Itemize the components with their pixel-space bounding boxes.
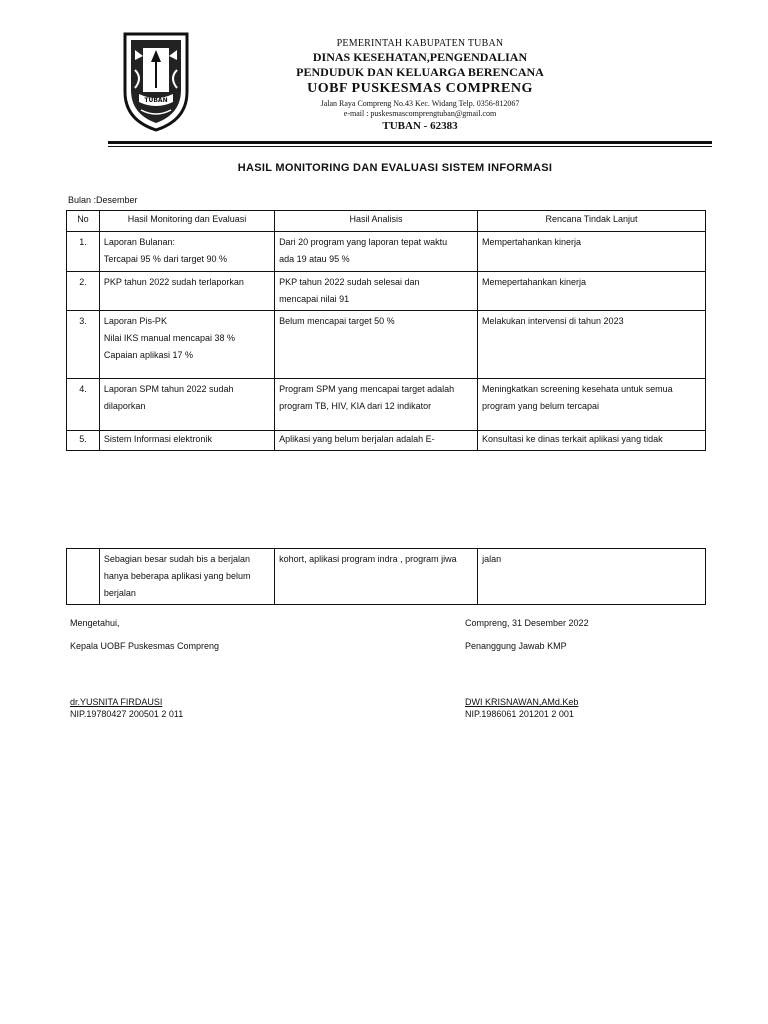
cell-line: Capaian aplikasi 17 % xyxy=(103,350,193,360)
followup-cell xyxy=(478,549,706,605)
cell-line: Tercapai 95 % dari target 90 % xyxy=(103,254,227,264)
cell-line: Laporan Bulanan: xyxy=(103,237,175,247)
tuban-regency-crest-logo xyxy=(121,30,191,132)
evaluation-table-continuation xyxy=(66,548,706,605)
followup-cell xyxy=(477,311,705,379)
monitoring-cell xyxy=(99,549,274,605)
cell-line: Laporan Pis-PK xyxy=(103,316,167,326)
letterhead xyxy=(270,38,570,133)
table-row xyxy=(67,431,706,451)
cell-line: PKP tahun 2022 sudah terlaporkan xyxy=(103,277,244,287)
row-number xyxy=(67,549,100,605)
table-row xyxy=(67,379,706,431)
header-analysis: Hasil Analisis xyxy=(275,211,478,232)
table-row xyxy=(67,549,706,605)
cell-line: Meningkatkan screening kesehata untuk semua xyxy=(481,384,673,394)
row-number: 3. xyxy=(67,311,100,379)
table-header-row xyxy=(67,211,706,232)
header-followup: Rencana Tindak Lanjut xyxy=(477,211,705,232)
document-title: HASIL MONITORING DAN EVALUASI SISTEM INFORMASI xyxy=(237,162,553,174)
followup-cell xyxy=(477,431,705,451)
report-month: Bulan :Desember xyxy=(68,195,138,205)
cell-line: Program SPM yang mencapai target adalah xyxy=(279,384,455,394)
table-row xyxy=(67,232,706,272)
cell-line: dilaporkan xyxy=(103,401,146,411)
acknowledge-label: Mengetahui, xyxy=(70,618,120,628)
cell-line: Memepertahankan kinerja xyxy=(481,277,587,287)
analysis-cell xyxy=(275,272,478,311)
analysis-cell xyxy=(275,379,478,431)
cell-line: Belum mencapai target 50 % xyxy=(279,316,395,326)
evaluation-table xyxy=(66,210,706,451)
letterhead-agency-2: PENDUDUK DAN KELUARGA BERENCANA xyxy=(296,65,544,79)
cell-line: program TB, HIV, KIA dari 12 indikator xyxy=(279,401,432,411)
header-no: No xyxy=(67,211,100,232)
right-signer-name: DWI KRISNAWAN,AMd.Keb xyxy=(465,697,579,707)
cell-line: PKP tahun 2022 sudah selesai dan xyxy=(279,277,420,287)
cell-line: Aplikasi yang belum berjalan adalah E- xyxy=(279,434,435,444)
cell-line: berjalan xyxy=(103,588,136,598)
letterhead-city: TUBAN - 62383 xyxy=(382,120,458,132)
monitoring-cell xyxy=(99,272,274,311)
table-row xyxy=(67,311,706,379)
analysis-cell xyxy=(275,311,478,379)
cell-line: Laporan SPM tahun 2022 sudah xyxy=(103,384,234,394)
place-date: Compreng, 31 Desember 2022 xyxy=(465,618,589,628)
letterhead-divider-thick xyxy=(108,141,712,144)
monitoring-cell xyxy=(99,379,274,431)
left-signer-name: dr.YUSNITA FIRDAUSI xyxy=(70,697,163,707)
letterhead-unit: UOBF PUSKESMAS COMPRENG xyxy=(307,81,533,96)
cell-line: ada 19 atau 95 % xyxy=(279,254,350,264)
followup-cell xyxy=(477,272,705,311)
cell-line: Melakukan intervensi di tahun 2023 xyxy=(481,316,624,326)
row-number: 1. xyxy=(67,232,100,272)
cell-line: Sistem Informasi elektronik xyxy=(103,434,212,444)
cell-line: Konsultasi ke dinas terkait aplikasi yang tidak xyxy=(481,434,663,444)
cell-line: Dari 20 program yang laporan tepat waktu xyxy=(279,237,448,247)
left-signer-position: Kepala UOBF Puskesmas Compreng xyxy=(70,641,220,651)
header-monitoring: Hasil Monitoring dan Evaluasi xyxy=(99,211,274,232)
svg-text:TUBAN: TUBAN xyxy=(144,97,168,104)
row-number: 4. xyxy=(67,379,100,431)
row-number: 2. xyxy=(67,272,100,311)
cell-line: mencapai nilai 91 xyxy=(279,294,350,304)
followup-cell xyxy=(477,232,705,272)
followup-cell xyxy=(477,379,705,431)
letterhead-email: e-mail : puskesmascomprengtuban@gmail.com xyxy=(343,109,497,118)
monitoring-cell xyxy=(99,431,274,451)
right-signer-nip: NIP.1986061 201201 2 001 xyxy=(465,709,574,719)
letterhead-divider-thin xyxy=(108,146,712,147)
letterhead-address: Jalan Raya Compreng No.43 Kec. Widang Telp. 0356-812067 xyxy=(320,99,520,108)
letterhead-government: PEMERINTAH KABUPATEN TUBAN xyxy=(336,38,504,49)
left-signer-nip: NIP.19780427 200501 2 011 xyxy=(70,709,184,719)
cell-line: hanya beberapa aplikasi yang belum xyxy=(103,571,251,581)
analysis-cell xyxy=(275,549,478,605)
analysis-cell xyxy=(275,232,478,272)
cell-line: jalan xyxy=(482,554,502,564)
letterhead-agency-1: DINAS KESEHATAN,PENGENDALIAN xyxy=(312,50,528,64)
cell-line: program yang belum tercapai xyxy=(481,401,600,411)
table-row xyxy=(67,272,706,311)
cell-line: kohort, aplikasi program indra , program jiwa xyxy=(279,554,457,564)
cell-line: Sebagian besar sudah bis a berjalan xyxy=(103,554,250,564)
monitoring-cell xyxy=(99,232,274,272)
monitoring-cell xyxy=(99,311,274,379)
right-signer-position: Penanggung Jawab KMP xyxy=(465,641,567,651)
cell-line: Nilai IKS manual mencapai 38 % xyxy=(103,333,235,343)
cell-line: Mempertahankan kinerja xyxy=(481,237,582,247)
analysis-cell xyxy=(275,431,478,451)
row-number: 5. xyxy=(67,431,100,451)
